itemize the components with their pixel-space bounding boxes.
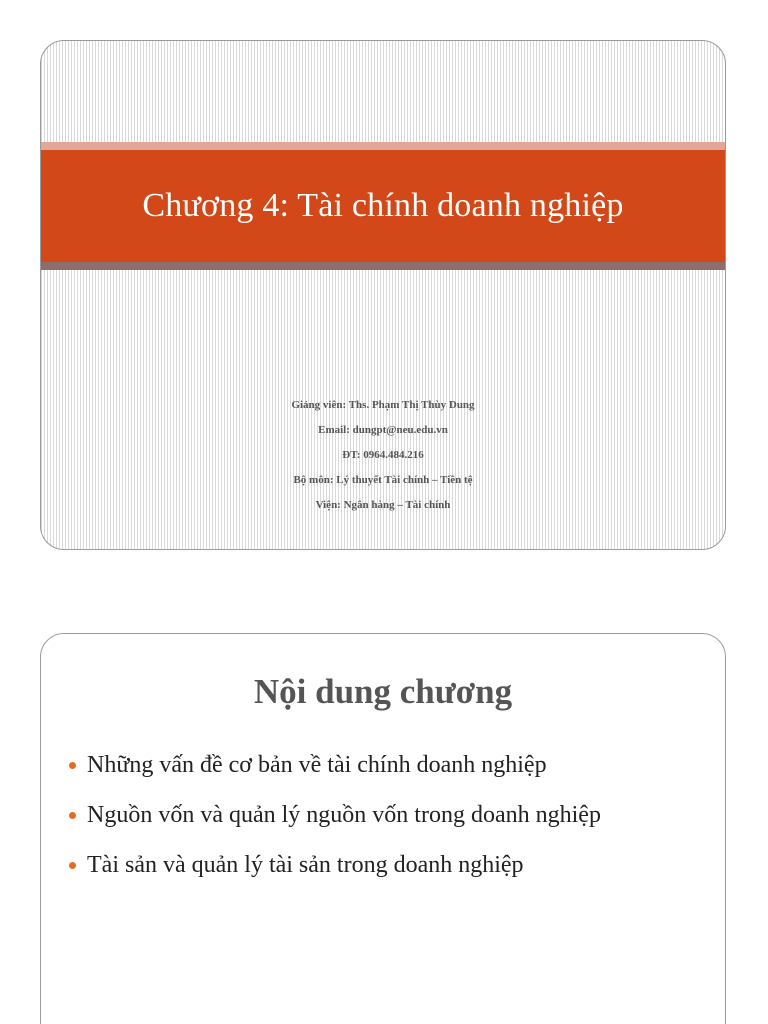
contents-list bbox=[69, 748, 689, 898]
lecturer-info bbox=[41, 393, 725, 518]
info-lecturer bbox=[41, 393, 725, 418]
info-label: Bộ môn: bbox=[293, 474, 337, 486]
info-label: Email: bbox=[318, 424, 353, 436]
list-item bbox=[69, 798, 689, 832]
info-value: dungpt@neu.edu.vn bbox=[352, 424, 448, 436]
info-value: Lý thuyết Tài chính – Tiền tệ bbox=[336, 474, 473, 486]
info-label: ĐT: bbox=[342, 449, 364, 461]
list-item-text: Những vấn đề cơ bản về tài chính doanh nghiệp bbox=[87, 752, 547, 778]
info-label: Viện: bbox=[315, 499, 344, 511]
info-department bbox=[41, 468, 725, 493]
bullet-icon bbox=[69, 812, 76, 819]
contents-title: Nội dung chương bbox=[253, 672, 513, 711]
info-label: Giảng viên: bbox=[291, 399, 349, 411]
info-value: Ngân hàng – Tài chính bbox=[343, 499, 451, 511]
info-value: 0964.484.216 bbox=[363, 449, 424, 461]
info-phone bbox=[41, 443, 725, 468]
info-email bbox=[41, 418, 725, 443]
slide-title: Chương 4: Tài chính doanh nghiệp bbox=[142, 187, 624, 224]
title-band-bottom-stripe bbox=[41, 262, 725, 270]
list-item-text: Tài sản và quản lý tài sản trong doanh nghiệp bbox=[87, 852, 524, 878]
bullet-icon bbox=[69, 762, 76, 769]
info-value: Ths. Phạm Thị Thùy Dung bbox=[348, 399, 475, 411]
contents-slide bbox=[40, 633, 726, 1024]
title-band bbox=[41, 150, 725, 262]
list-item-text: Nguồn vốn và quản lý nguồn vốn trong doanh nghiệp bbox=[87, 802, 601, 828]
list-item bbox=[69, 748, 689, 782]
list-item bbox=[69, 848, 689, 882]
bullet-icon bbox=[69, 862, 76, 869]
title-slide bbox=[40, 40, 726, 550]
info-institute bbox=[41, 493, 725, 518]
title-band-top-stripe bbox=[41, 142, 725, 150]
